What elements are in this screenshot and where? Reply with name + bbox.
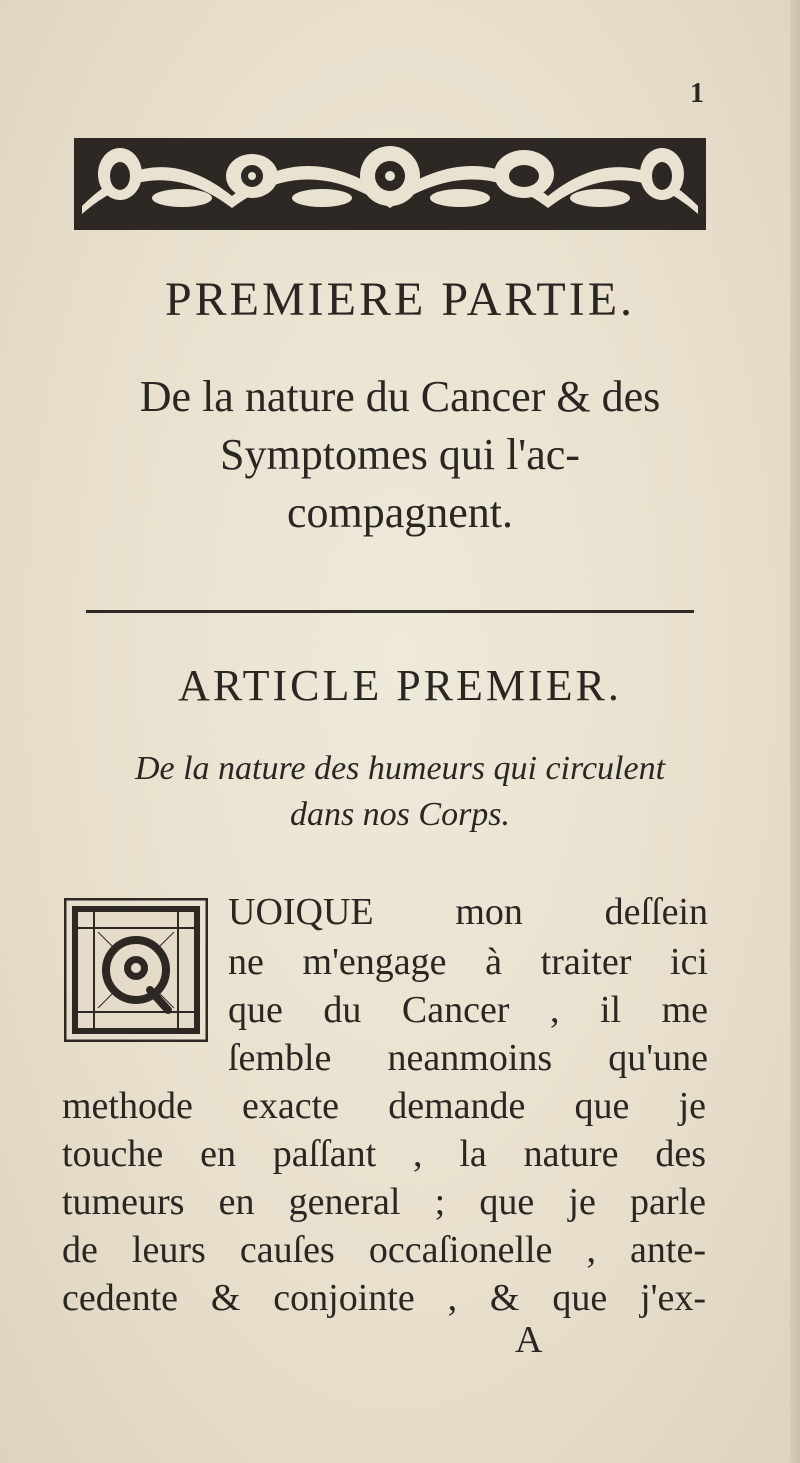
decorated-initial-q-icon (64, 898, 208, 1042)
part-subtitle (60, 368, 740, 542)
horizontal-rule (86, 610, 694, 613)
body-line: que du Cancer , il me (228, 989, 708, 1031)
body-line: cedente & conjointe , & que j'ex- (62, 1277, 706, 1319)
floral-vine-ornament-icon (72, 136, 708, 232)
article-subtitle (60, 746, 740, 838)
page-edge (790, 0, 800, 1463)
body-line: touche en paſſant , la nature des (62, 1133, 706, 1175)
article-subtitle-line: De la nature des humeurs qui circulent (134, 750, 666, 787)
part-subtitle-line: Symptomes qui l'ac- (220, 430, 580, 479)
signature-mark: A (515, 1319, 543, 1361)
body-line: methode exacte demande que je (62, 1085, 706, 1127)
part-subtitle-line: De la nature du Cancer & des (139, 372, 661, 421)
body-line: tumeurs en general ; que je parle (62, 1181, 706, 1223)
body-line: de leurs cauſes occaſionelle , ante- (62, 1229, 706, 1271)
article-title: ARTICLE PREMIER. (178, 661, 622, 710)
article-subtitle-line: dans nos Corps. (289, 796, 511, 833)
part-title: PREMIERE PARTIE. (164, 273, 636, 326)
folio-number: 1 (690, 78, 704, 109)
part-subtitle-line: compagnent. (286, 488, 514, 537)
body-line: ſemble neanmoins qu'une (228, 1037, 708, 1079)
body-line: ne m'engage à traiter ici (228, 941, 708, 983)
body-line: UOIQUE mon deſſein (228, 891, 708, 933)
